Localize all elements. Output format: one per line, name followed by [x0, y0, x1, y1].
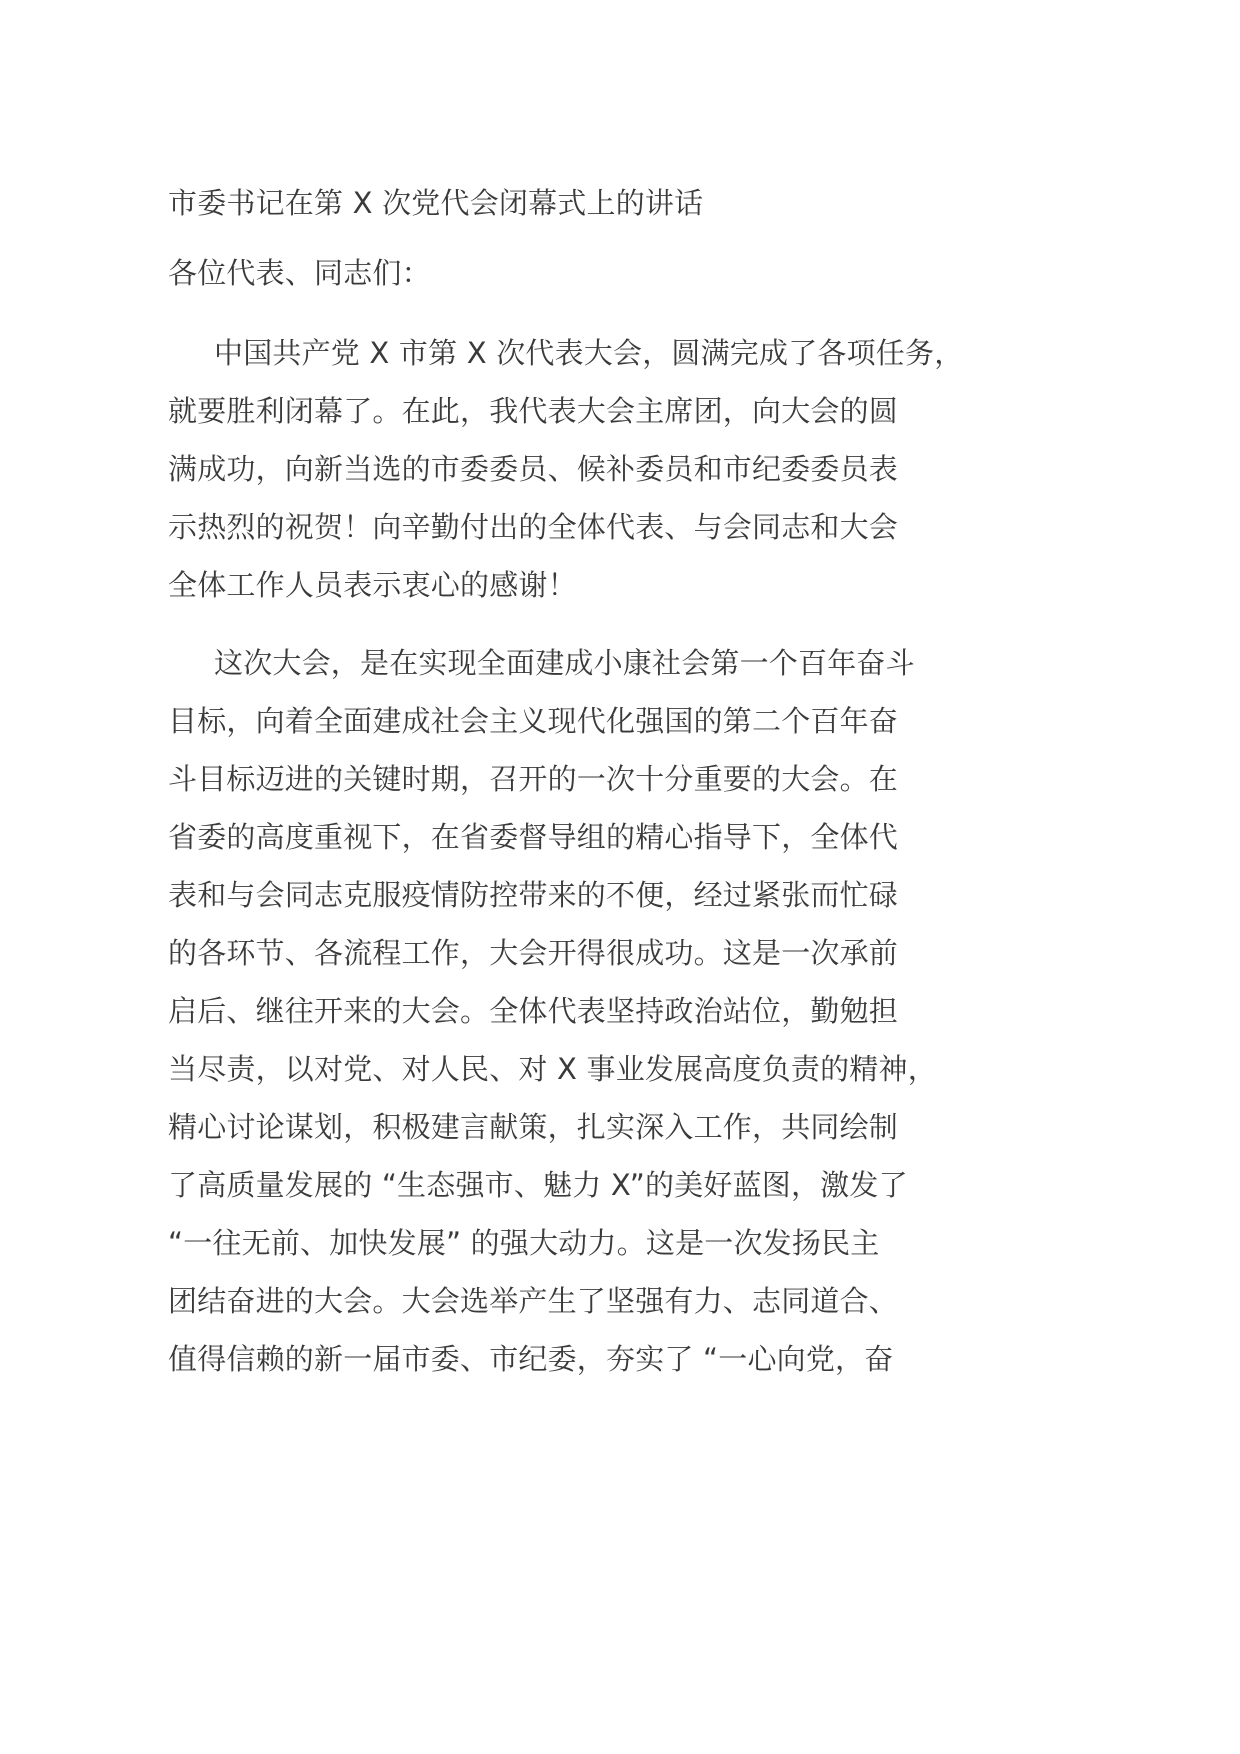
paragraph-line: 示热烈的祝贺！向辛勤付出的全体代表、与会同志和大会: [168, 510, 899, 544]
paragraph-1: [168, 324, 988, 614]
paragraph-line: 启后、继往开来的大会。全体代表坚持政治站位，勤勉担: [168, 994, 899, 1028]
paragraph-line: “一往无前、加快发展” 的强大动力。这是一次发扬民主: [168, 1226, 880, 1260]
paragraph-line: 表和与会同志克服疫情防控带来的不便，经过紧张而忙碌: [168, 878, 899, 912]
salutation: 各位代表、同志们：: [168, 256, 431, 290]
paragraph-line: 满成功，向新当选的市委委员、候补委员和市纪委委员表: [168, 452, 899, 486]
paragraph-line: 的各环节、各流程工作，大会开得很成功。这是一次承前: [168, 936, 899, 970]
paragraph-2: [168, 634, 988, 1388]
paragraph-line: 这次大会，是在实现全面建成小康社会第一个百年奋斗: [214, 646, 915, 680]
paragraph-line: 全体工作人员表示衷心的感谢！: [168, 568, 577, 602]
paragraph-line: 当尽责，以对党、对人民、对 X 事业发展高度负责的精神，: [168, 1052, 937, 1086]
paragraph-line: 省委的高度重视下，在省委督导组的精心指导下，全体代: [168, 820, 899, 854]
paragraph-line: 中国共产党 X 市第 X 次代表大会，圆满完成了各项任务，: [214, 336, 964, 370]
paragraph-line: 值得信赖的新一届市委、市纪委，夯实了 “一心向党，奋: [168, 1342, 894, 1376]
document-body: [168, 174, 988, 1408]
paragraph-line: 就要胜利闭幕了。在此，我代表大会主席团，向大会的圆: [168, 394, 899, 428]
paragraph-line: 斗目标迈进的关键时期，召开的一次十分重要的大会。在: [168, 762, 899, 796]
paragraph-line: 团结奋进的大会。大会选举产生了坚强有力、志同道合、: [168, 1284, 899, 1318]
paragraph-line: 精心讨论谋划，积极建言献策，扎实深入工作，共同绘制: [168, 1110, 899, 1144]
paragraph-line: 目标，向着全面建成社会主义现代化强国的第二个百年奋: [168, 704, 899, 738]
paragraph-line: 了高质量发展的 “生态强市、魅力 X”的美好蓝图，激发了: [168, 1168, 908, 1202]
document-title: 市委书记在第 X 次党代会闭幕式上的讲话: [168, 186, 704, 220]
